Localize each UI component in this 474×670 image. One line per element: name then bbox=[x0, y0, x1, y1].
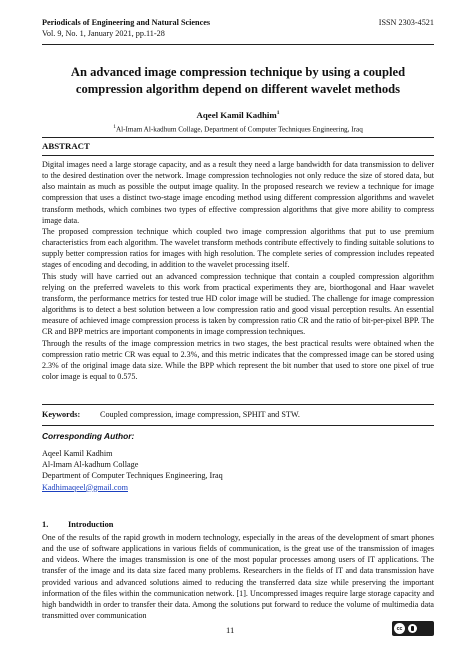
journal-name: Periodicals of Engineering and Natural Sciences bbox=[42, 18, 211, 27]
paper-title-line-1: An advanced image compression technique by using a coupled bbox=[70, 65, 406, 79]
abstract-heading: ABSTRACT bbox=[42, 141, 90, 151]
abstract-paragraph: Through the results of the image compression metrics in two stages, the best practical results were obtained when the compression ratio metric CR was equal to 2.3%, and this metric indicates that the compressed image can be stored using 2.3% of the original image data size. While the BPP which represent the bit number that used to store one pixel of true color image is equal to 0.575. bbox=[42, 338, 434, 381]
corresponding-email-link[interactable]: Kadhimaqeel@gmail.com bbox=[42, 482, 128, 492]
section-heading-introduction bbox=[42, 520, 113, 529]
abstract-paragraph: Digital images need a large storage capacity, and as a result they need a large bandwidth for data transmission to deliver to the desired destination over the network. Image compression technologies not only reduce the size of stored data, but also maintain as much as possible the output image quality. In the proposed research we review a technique for image compression that uses a distinct two-stage image encoding method using different compression algorithms and wavelet transform methods, which combines two types of effective compression algorithms that give more ability to compress image data. bbox=[42, 160, 434, 225]
abstract-rule-bottom bbox=[42, 404, 434, 405]
author-affiliation bbox=[42, 124, 434, 133]
abstract-rule-top bbox=[42, 137, 434, 138]
keywords-label: Keywords: bbox=[42, 410, 81, 419]
abstract-body bbox=[42, 159, 434, 382]
keywords-rule bbox=[42, 425, 434, 426]
abstract-paragraph: This study will have carried out an advanced compression technique that contain a coupled compression algorithm relying on the preferred wavelets to this work from practical experiments they are, biorthogonal and Haar wavelet transform, the performance metrics for tested true HD color image will be studied. The challenge for image compression algorithms is to detect a best solution between a low compression ratio and good visual perception results. An essential measure of achieved image compression process is taken by compression ratio CR and the ratio of bit-per-pixel BPP. The CR and BPP metrics are important components in image compression techniques. bbox=[42, 271, 434, 337]
corresponding-org: Al-Imam Al-kadhum Collage bbox=[42, 460, 139, 470]
abstract-paragraph: The proposed compression technique which coupled two image compression algorithms that put to use premium characteristics from each algorithm. The wavelet transform methods contribute effectively to finding suitable solutions to supply better compression ratios for images with high resolution. The complete series of compression includes repeated stages of encoding and decoding, in addition to the wavelet processing itself. bbox=[42, 226, 434, 270]
author-name: Aqeel Kamil Kadhim bbox=[196, 110, 277, 120]
introduction-body: One of the results of the rapid growth in modern technology, especially in the areas of the development of smart phones and the use of software applications in various fields of communication, is the great use of the transmission of images and videos. Where the images transmission is one of the most popular processes among users of IT applications. The transfer of the image and its data size faced many problems. Researchers in the fields of IT and data transmission have provided various and advanced solutions aimed to reducing the transferred data size while preserving the important information of the files within the communication network. [1]. Uncompressed images require large storage capacity and high bandwidth in order to transfer their data. Among the solutions put forward to reduce the volume of multimedia data transmitted over communication bbox=[42, 533, 434, 621]
corresponding-author-heading: Corresponding Author: bbox=[42, 431, 135, 441]
author-line bbox=[42, 110, 434, 120]
author-sup: 1 bbox=[276, 110, 280, 117]
corresponding-name: Aqeel Kamil Kadhim bbox=[42, 449, 113, 458]
affiliation-text: Al-Imam Al-kadhum Collage, Department of Computer Techniques Engineering, Iraq bbox=[115, 125, 363, 134]
cc-by-icon[interactable] bbox=[392, 621, 434, 636]
abstract-rule-mid bbox=[42, 155, 434, 156]
affiliation-sup: 1 bbox=[113, 124, 116, 130]
by-person-icon bbox=[408, 624, 417, 633]
corresponding-dept: Department of Computer Techniques Engineering, Iraq bbox=[42, 471, 223, 481]
paper-title-line-2: compression algorithm depend on different wavelet methods bbox=[75, 82, 401, 96]
section-number: 1. bbox=[42, 520, 49, 529]
keywords-text: Coupled compression, image compression, SPHIT and STW. bbox=[100, 410, 300, 419]
running-header bbox=[42, 18, 434, 39]
corresponding-author-block bbox=[42, 448, 223, 493]
journal-issn: ISSN 2303-4521 bbox=[378, 18, 434, 27]
paper-title bbox=[42, 64, 434, 98]
header-rule bbox=[42, 44, 434, 45]
section-title: Introduction bbox=[68, 520, 114, 529]
cc-icon: cc bbox=[394, 623, 405, 634]
page-number: 11 bbox=[226, 625, 235, 635]
keywords bbox=[42, 410, 434, 419]
journal-volume: Vol. 9, No. 1, January 2021, pp.11-28 bbox=[42, 28, 165, 38]
